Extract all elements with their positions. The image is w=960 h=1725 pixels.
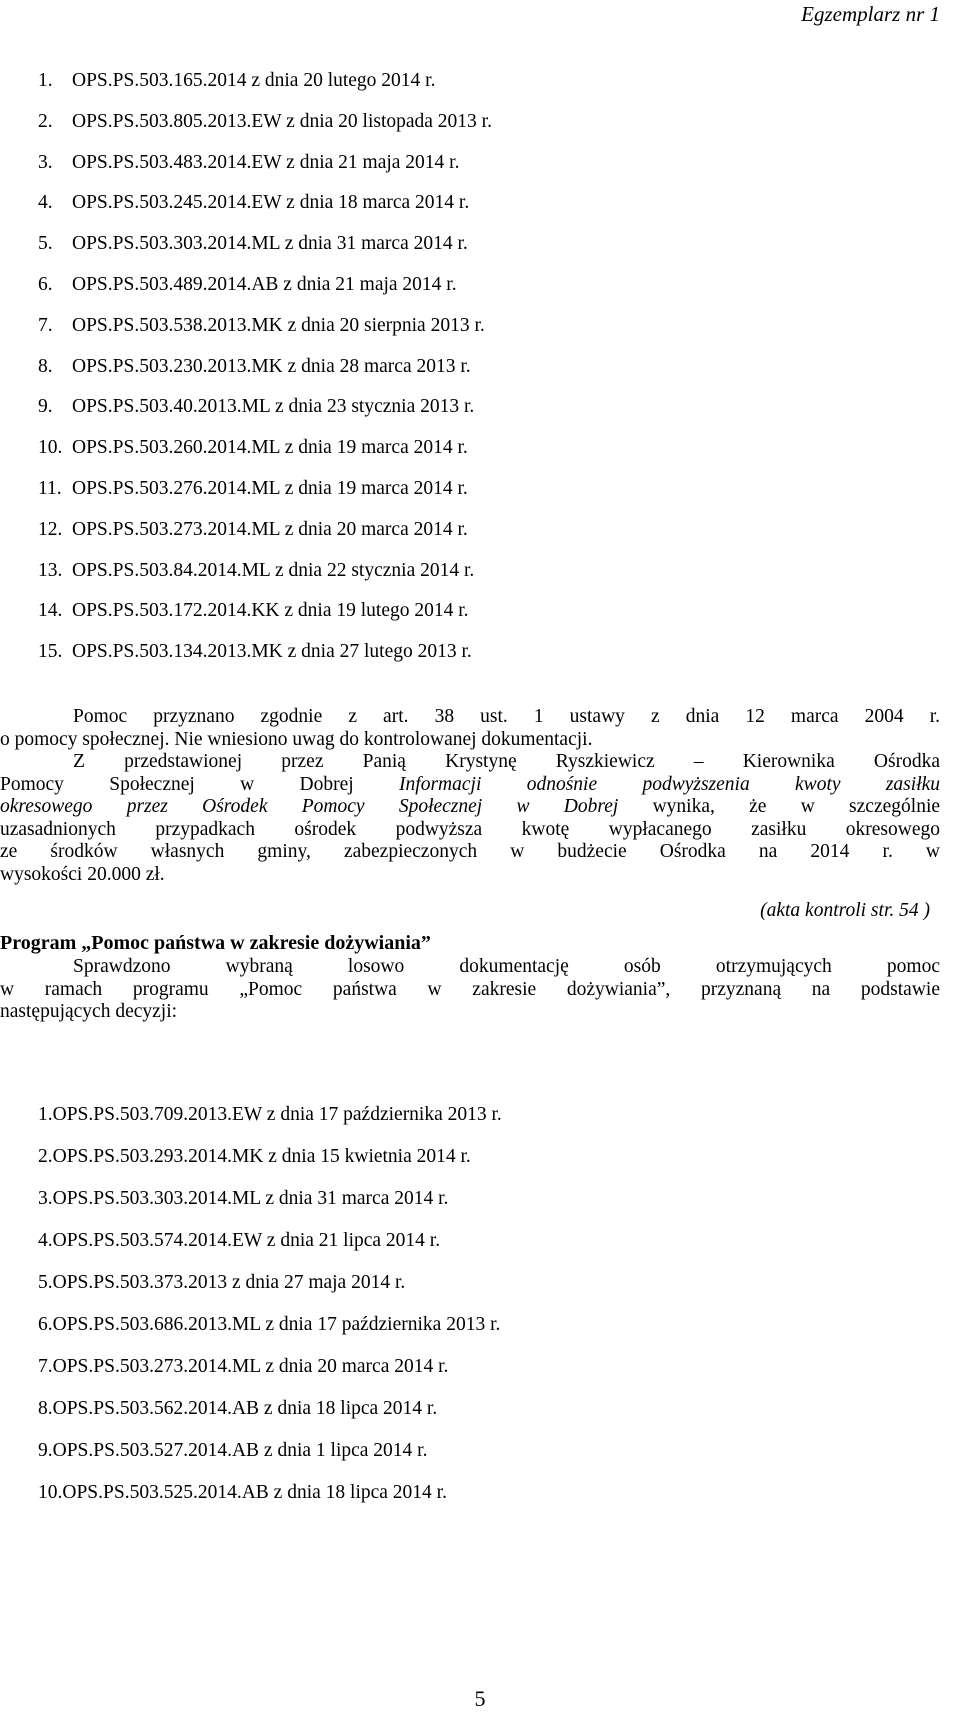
list-item xyxy=(38,1356,502,1398)
list-item-text: OPS.PS.503.373.2013 z dnia 27 maja 2014 r. xyxy=(52,1272,406,1293)
list-item-text: OPS.PS.503.230.2013.MK z dnia 28 marca 2013 r. xyxy=(72,355,471,377)
list-item xyxy=(38,1230,502,1272)
list-item xyxy=(38,315,492,356)
text-run: wynika, że w szczególnie xyxy=(652,796,941,817)
list-item xyxy=(38,641,492,682)
list-item-text: OPS.PS.503.273.2014.ML z dnia 20 marca 2014 r. xyxy=(52,1356,449,1377)
decision-list-1 xyxy=(38,70,492,682)
list-item xyxy=(38,1482,502,1524)
list-item-text: OPS.PS.503.293.2014.MK z dnia 15 kwietnia 2014 r. xyxy=(52,1146,471,1167)
paragraph-line: uzasadnionych przypadkach ośrodek podwyższa kwotę wypłacanego zasiłku okresowego xyxy=(0,818,940,840)
list-item-text: OPS.PS.503.562.2014.AB z dnia 18 lipca 2014 r. xyxy=(52,1398,438,1419)
list-item-number: 5. xyxy=(38,1272,53,1293)
list-item xyxy=(38,1104,502,1146)
list-item xyxy=(38,478,492,519)
list-item-number: 1. xyxy=(38,1104,53,1125)
list-item-number: 7. xyxy=(38,1356,53,1377)
paragraph-line: w ramach programu „Pomoc państwa w zakresie dożywiania”, przyznaną na podstawie xyxy=(0,978,940,1000)
list-item-text: OPS.PS.503.40.2013.ML z dnia 23 stycznia 2013 r. xyxy=(72,396,475,418)
paragraph-line: Sprawdzono wybraną losowo dokumentację osób otrzymujących pomoc xyxy=(73,956,940,977)
list-item xyxy=(38,560,492,601)
list-item-number: 9. xyxy=(38,1440,53,1461)
paragraph-line: Pomoc przyznano zgodnie z art. 38 ust. 1 ustawy z dnia 12 marca 2004 r. xyxy=(73,706,940,727)
list-item-text: OPS.PS.503.165.2014 z dnia 20 lutego 2014 r. xyxy=(72,70,436,91)
list-item-text: OPS.PS.503.489.2014.AB z dnia 21 maja 2014 r. xyxy=(72,273,457,295)
list-item-text: OPS.PS.503.805.2013.EW z dnia 20 listopada 2013 r. xyxy=(72,110,492,132)
list-item-text: OPS.PS.503.303.2014.ML z dnia 31 marca 2014 r. xyxy=(52,1188,449,1209)
list-item xyxy=(38,1272,502,1314)
list-item-number: 14. xyxy=(38,600,63,622)
list-item-number: 4. xyxy=(38,1230,53,1251)
list-item-text: OPS.PS.503.276.2014.ML z dnia 19 marca 2014 r. xyxy=(72,477,468,499)
list-item-number: 5. xyxy=(38,233,53,255)
list-item-number: 12. xyxy=(38,518,63,540)
list-item xyxy=(38,192,492,233)
paragraph-line xyxy=(0,796,940,819)
list-item-text: OPS.PS.503.525.2014.AB z dnia 18 lipca 2014 r. xyxy=(62,1482,447,1503)
list-item-text: OPS.PS.503.303.2014.ML z dnia 31 marca 2014 r. xyxy=(72,233,468,255)
paragraph-line: następujących decyzji: xyxy=(0,1001,178,1022)
list-item-number: 3. xyxy=(38,151,53,173)
list-item xyxy=(38,1146,502,1188)
list-item xyxy=(38,70,492,111)
list-item-text: OPS.PS.503.84.2014.ML z dnia 22 stycznia 2014 r. xyxy=(72,559,475,581)
list-item-number: 9. xyxy=(38,396,53,418)
list-item-text: OPS.PS.503.527.2014.AB z dnia 1 lipca 2014 r. xyxy=(52,1440,428,1461)
list-item xyxy=(38,437,492,478)
list-item-text: OPS.PS.503.172.2014.KK z dnia 19 lutego 2014 r. xyxy=(72,600,469,622)
list-item-number: 3. xyxy=(38,1188,53,1209)
list-item-number: 11. xyxy=(38,477,62,499)
list-item-text: OPS.PS.503.709.2013.EW z dnia 17 października 2013 r. xyxy=(52,1104,502,1125)
list-item-number: 2. xyxy=(38,110,53,132)
list-item-number: 15. xyxy=(38,641,63,663)
list-item-text: OPS.PS.503.260.2014.ML z dnia 19 marca 2014 r. xyxy=(72,437,468,459)
list-item xyxy=(38,274,492,315)
decision-list-2 xyxy=(38,1104,502,1524)
list-item xyxy=(38,1188,502,1230)
paragraph-line: ze środków własnych gminy, zabezpieczonych w budżecie Ośrodka na 2014 r. w xyxy=(0,841,940,862)
list-item-text: OPS.PS.503.574.2014.EW z dnia 21 lipca 2014 r. xyxy=(52,1230,441,1251)
document-title-italic: Informacji odnośnie podwyższenia kwoty zasiłku xyxy=(399,773,941,795)
list-item-number: 6. xyxy=(38,1314,53,1335)
paragraph-line: wysokości 20.000 zł. xyxy=(0,863,165,885)
document-title-italic: okresowego przez Ośrodek Pomocy Społecznej w Dobrej xyxy=(0,796,619,817)
list-item xyxy=(38,1398,502,1440)
paragraph-line: Z przedstawionej przez Panią Krystynę Ryszkiewicz – Kierownika Ośrodka xyxy=(73,751,940,772)
list-item-text: OPS.PS.503.483.2014.EW z dnia 21 maja 2014 r. xyxy=(72,151,460,173)
list-item-number: 13. xyxy=(38,559,63,581)
list-item-number: 7. xyxy=(38,314,53,336)
list-item-text: OPS.PS.503.134.2013.MK z dnia 27 lutego 2013 r. xyxy=(72,641,472,663)
list-item-text: OPS.PS.503.538.2013.MK z dnia 20 sierpnia 2013 r. xyxy=(72,314,485,336)
body-text xyxy=(0,706,940,1024)
list-item-number: 10. xyxy=(38,437,63,459)
files-reference: (akta kontroli str. 54 ) xyxy=(760,900,930,921)
list-item xyxy=(38,111,492,152)
text-run: Pomocy Społecznej w Dobrej xyxy=(0,773,354,795)
list-item xyxy=(38,356,492,397)
list-item-text: OPS.PS.503.245.2014.EW z dnia 18 marca 2014 r. xyxy=(72,192,470,214)
list-item-number: 10. xyxy=(38,1482,63,1503)
list-item xyxy=(38,1440,502,1482)
list-item xyxy=(38,233,492,274)
list-item-text: OPS.PS.503.273.2014.ML z dnia 20 marca 2014 r. xyxy=(72,518,468,540)
list-item-number: 6. xyxy=(38,273,53,295)
list-item-number: 1. xyxy=(38,70,53,91)
page-number: 5 xyxy=(474,1686,486,1711)
list-item xyxy=(38,519,492,560)
list-item xyxy=(38,152,492,193)
list-item-number: 4. xyxy=(38,192,53,214)
paragraph-line: o pomocy społecznej. Nie wniesiono uwag do kontrolowanej dokumentacji. xyxy=(0,728,593,750)
list-item-text: OPS.PS.503.686.2013.ML z dnia 17 października 2013 r. xyxy=(52,1314,501,1335)
list-item-number: 8. xyxy=(38,355,53,377)
list-item-number: 2. xyxy=(38,1146,53,1167)
list-item xyxy=(38,1314,502,1356)
copy-number-label: Egzemplarz nr 1 xyxy=(801,2,940,26)
list-item xyxy=(38,396,492,437)
paragraph-line xyxy=(0,774,940,797)
section-title: Program „Pomoc państwa w zakresie dożywiania” xyxy=(0,932,431,954)
list-item-number: 8. xyxy=(38,1398,53,1419)
list-item xyxy=(38,600,492,641)
